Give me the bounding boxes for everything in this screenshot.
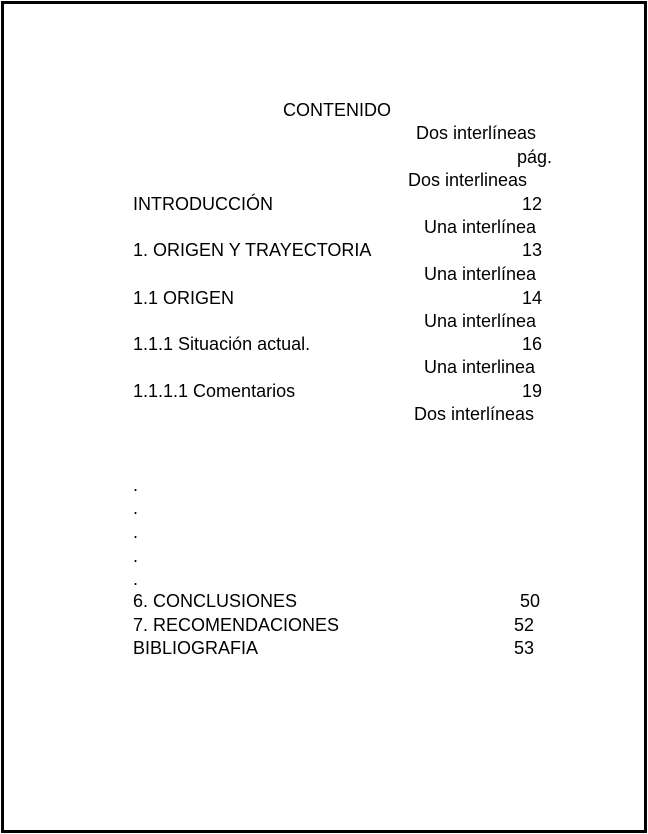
toc-entry-label: INTRODUCCIÓN (133, 194, 273, 214)
page-border (1, 1, 647, 833)
spacing-note: Una interlínea (424, 311, 537, 331)
toc-entry-page: 53 (514, 638, 535, 658)
toc-entry-page: 13 (522, 240, 543, 260)
spacing-note: Dos interlineas (408, 170, 528, 190)
page-title: CONTENIDO (283, 100, 391, 120)
spacing-note: Una interlinea (424, 357, 536, 377)
ellipsis-dot: . (133, 522, 139, 542)
page-column-header: pág. (517, 147, 553, 167)
spacing-note: Dos interlíneas (416, 123, 537, 143)
spacing-note: Una interlínea (424, 264, 537, 284)
ellipsis-dot: . (133, 569, 139, 589)
toc-entry-label: BIBLIOGRAFIA (133, 638, 259, 658)
ellipsis-dot: . (133, 546, 139, 566)
toc-entry-page: 12 (522, 194, 543, 214)
toc-entry-label: 7. RECOMENDACIONES (133, 615, 340, 635)
ellipsis-dot: . (133, 475, 139, 495)
toc-entry-label: 6. CONCLUSIONES (133, 591, 298, 611)
spacing-note: Una interlínea (424, 217, 537, 237)
toc-entry-page: 19 (522, 381, 543, 401)
toc-entry-label: 1.1.1 Situación actual. (133, 334, 311, 354)
toc-entry-label: 1.1.1.1 Comentarios (133, 381, 296, 401)
toc-entry-page: 14 (522, 288, 543, 308)
toc-entry-page: 52 (514, 615, 535, 635)
spacing-note: Dos interlíneas (414, 404, 535, 424)
toc-entry-label: 1. ORIGEN Y TRAYECTORIA (133, 240, 372, 260)
toc-entry-page: 16 (522, 334, 543, 354)
toc-entry-page: 50 (520, 591, 541, 611)
ellipsis-dot: . (133, 498, 139, 518)
toc-entry-label: 1.1 ORIGEN (133, 288, 235, 308)
